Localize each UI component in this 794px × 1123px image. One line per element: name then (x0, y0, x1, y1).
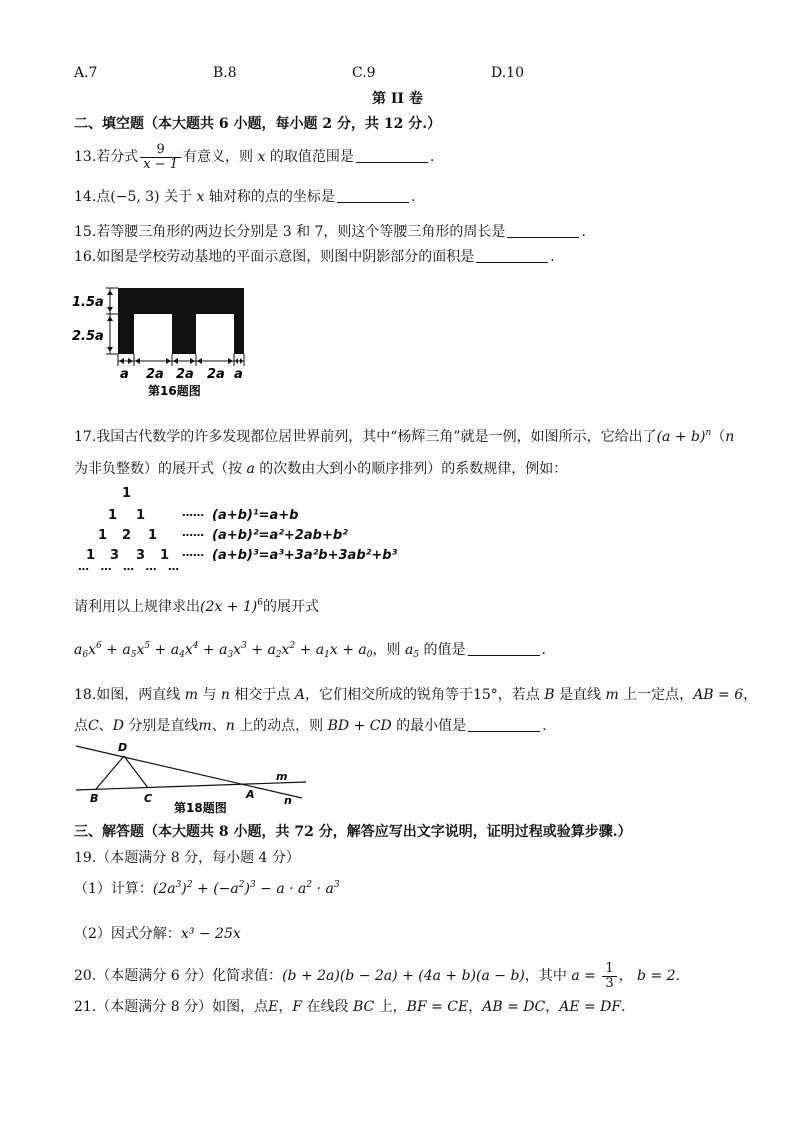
q17-a: a (246, 461, 255, 477)
q17b-exp: 6 (257, 598, 263, 608)
q17b-ask-var: a (404, 642, 414, 658)
fig18-line-m (76, 782, 306, 790)
question-13 (74, 139, 434, 175)
q20-head: 20.（本题满分 6 分）化简求值： (74, 968, 283, 984)
option-d: D.10 (491, 65, 524, 81)
option-c: C.9 (352, 65, 376, 81)
question-19-part2 (74, 925, 241, 943)
q17b-ask-sub: 5 (413, 650, 420, 660)
q16-text: 16.如图是学校劳动基地的平面示意图，则图中阴影部分的面积是 (74, 249, 475, 265)
q20-b-eq: ， b = 2 (618, 968, 676, 984)
q13-mid: 有意义，则 (183, 149, 258, 165)
q18-expr: BD + CD (327, 718, 392, 734)
q20-a-fraction (602, 962, 616, 991)
q13-numerator: 9 (156, 141, 165, 157)
question-18-line1 (74, 686, 757, 704)
fig18-segment-bd (96, 756, 124, 789)
q18-answer-blank[interactable] (468, 717, 540, 732)
q19-p1-label: （1）计算： (74, 881, 153, 897)
fig16-label-bottom: 2.5a (72, 329, 104, 344)
fig18-label-b: B (90, 792, 99, 805)
question-20 (74, 956, 680, 996)
q19-p2-label: （2）因式分解： (74, 926, 181, 942)
q17b-end: . (541, 642, 546, 658)
q21-comma-1: ， (468, 999, 483, 1015)
pascal-r3-c0: 1 (86, 548, 96, 563)
q21-c2: AB = DC (482, 999, 546, 1015)
q16-end: . (550, 249, 555, 265)
fig18-caption: 第18题图 (174, 801, 227, 815)
fig16-caption: 第16题图 (148, 384, 201, 398)
q18-t6: 是直线 (554, 687, 606, 703)
q17-paren: （ (711, 429, 726, 445)
q17b-base: (2x + 1) (200, 599, 258, 615)
q13-fraction (140, 143, 181, 172)
fig18-label-a: A (246, 788, 255, 801)
q13-denominator: x − 1 (140, 157, 181, 172)
q17b-polynomial: $a_6x^6 + a_5x^5 + a_4x^4 + a_3x^3 + a_2x^2 + a_1x + a_0$ (74, 641, 373, 660)
q21-mid: 在线段 (302, 999, 353, 1015)
q18-D: D (112, 718, 124, 734)
question-15 (74, 223, 586, 241)
question-18-line2 (74, 717, 547, 735)
pascal-leader-1: …… (182, 506, 204, 519)
question-17-line2 (74, 460, 567, 478)
q17-text-2: 为非负整数）的展开式（按 (74, 461, 247, 477)
q20-a-den: 3 (602, 976, 616, 991)
q16-answer-blank[interactable] (476, 248, 548, 263)
question-19-part1 (74, 880, 340, 898)
q18-t11: 分别是直线 (123, 718, 199, 734)
q13-prefix: 13.若分式 (74, 149, 139, 165)
q21-c3: AE = DF (559, 999, 622, 1015)
q21-F: F (292, 999, 303, 1015)
question-16 (74, 248, 555, 266)
q18-end: . (542, 718, 547, 734)
q18-t2: 与 (198, 687, 221, 703)
fig16-label-top: 1.5a (72, 295, 104, 310)
q18-C: C (88, 718, 99, 734)
figure-18 (70, 740, 315, 818)
q17b-answer-blank[interactable] (468, 641, 540, 656)
fig16-label-2a-2: 2a (176, 367, 194, 382)
pascal-r3-c1: 3 (110, 548, 120, 563)
q17b-text: 请利用以上规律求出 (74, 599, 200, 615)
q17-text-1: 17.我国古代数学的许多发现都位居世界前列，其中“杨辉三角”就是一例，如图所示，它给出了 (74, 429, 657, 445)
q18-ab: AB = 6 (693, 687, 744, 703)
pascal-r2-c2: 1 (148, 528, 158, 543)
fig16-label-2a-1: 2a (146, 367, 164, 382)
pascal-r2-c0: 1 (98, 528, 108, 543)
q17-power-expr: (a + b) (656, 429, 706, 445)
q18-n-2: n (225, 718, 235, 734)
question-17b-line1 (74, 598, 319, 616)
pascal-r3-c3: 1 (160, 548, 170, 563)
q20-mid: ，其中 (524, 968, 572, 984)
q13-var: x (257, 149, 266, 165)
pascal-r3-c2: 3 (136, 548, 146, 563)
q18-t3: 相交于点 (229, 687, 295, 703)
q17-power-exp: n (705, 428, 712, 438)
q14-end: . (410, 189, 416, 205)
question-21 (74, 998, 626, 1016)
q15-text: 15.若等腰三角形的两边长分别是 3 和 7，则这个等腰三角形的周长是 (74, 224, 506, 240)
q18-n: n (220, 687, 230, 703)
fig18-label-m: m (276, 770, 288, 783)
q19-p2-expr: x³ − 25x (180, 926, 241, 942)
q20-end: . (675, 968, 681, 984)
pascal-dots-row: … … … … … (78, 560, 179, 573)
fig18-label-c: C (144, 792, 153, 805)
pascal-formula-1: (a+b)¹=a+b (212, 508, 299, 523)
figure-16 (70, 282, 260, 400)
fig16-shaded-region (118, 288, 244, 354)
pascal-r2-c1: 2 (122, 528, 132, 543)
q18-t4: ，它们相交所成的锐角等于 (304, 687, 473, 703)
q18-m-3: m (198, 718, 212, 734)
q17b-tail: ，则 (372, 642, 405, 658)
q14-var: x (196, 189, 205, 205)
question-14 (74, 188, 415, 206)
q14-point: (−5, 3) (110, 189, 160, 205)
pascal-formula-3: (a+b)³=a³+3a²b+3ab²+b³ (212, 548, 398, 563)
part3-header: 三、解答题（本大题共 8 小题，共 72 分，解答应写出文字说明，证明过程或验算步骤.） (74, 824, 632, 840)
q15-answer-blank[interactable] (507, 223, 579, 238)
q20-a-eq: a = (571, 968, 601, 984)
fig18-segment-cd (124, 756, 148, 788)
option-b: B.8 (213, 65, 237, 81)
q18-t8: ， (743, 687, 758, 703)
fig18-label-d: D (118, 741, 128, 754)
q14-answer-blank[interactable] (337, 188, 409, 203)
q13-post: 的取值范围是 (265, 149, 354, 165)
q20-a-num: 1 (605, 960, 614, 976)
q17b-ask-end: 的值是 (419, 642, 466, 658)
pascal-triangle-figure (74, 484, 398, 576)
q18-t12: 、 (211, 718, 226, 734)
pascal-r1-c0: 1 (108, 508, 118, 523)
fig18-label-n: n (284, 794, 292, 807)
q13-end: . (429, 149, 435, 165)
fig16-label-a-left: a (120, 367, 129, 382)
question-19-head: 19.（本题满分 8 分，每小题 4 分） (74, 850, 300, 866)
q18-B: B (544, 687, 555, 703)
q21-BC: BC (352, 999, 375, 1015)
pascal-leader-2: …… (182, 526, 204, 539)
pascal-r1-c1: 1 (136, 508, 146, 523)
q18-m-2: m (605, 687, 619, 703)
q14-mid: 关于 (159, 189, 197, 205)
q14-post: 轴对称的点的坐标是 (204, 189, 335, 205)
q18-t14: 的最小值是 (391, 718, 467, 734)
q21-head: 21.（本题满分 8 分）如图，点 (74, 999, 269, 1015)
option-a: A.7 (74, 65, 98, 81)
q17b-text-end: 的展开式 (263, 599, 319, 615)
q18-t7: 上一定点， (618, 687, 694, 703)
q20-expr: (b + 2a)(b − 2a) + (4a + b)(a − b) (282, 968, 525, 984)
q19-p1-expr: $(2a^3)^2 + (-a^2)^3 - a \cdot a^2 \cdot a^3$ (152, 880, 340, 897)
q18-t10: 、 (98, 718, 113, 734)
q21-sep: ， (278, 999, 293, 1015)
section-title: 第 II 卷 (372, 91, 423, 107)
q18-t5: ，若点 (497, 687, 545, 703)
q18-t9: 点 (74, 718, 88, 734)
part2-header: 二、填空题（本大题共 6 小题，每小题 2 分，共 12 分.） (74, 116, 442, 132)
q18-A: A (294, 687, 305, 703)
question-17b-line2 (74, 641, 546, 659)
pascal-leader-3: …… (182, 546, 204, 559)
q21-end: . (621, 999, 626, 1015)
q15-end: . (581, 224, 586, 240)
pascal-r0-c0: 1 (122, 486, 132, 501)
q18-m: m (184, 687, 198, 703)
q21-c1: BF = CE (406, 999, 469, 1015)
q18-t1: 18.如图，两直线 (74, 687, 185, 703)
q13-answer-blank[interactable] (356, 148, 428, 163)
q21-comma-2: ， (545, 999, 560, 1015)
q18-angle: 15° (472, 687, 498, 703)
q17-text-3: 的次数由大到小的顺序排列）的系数规律，例如： (254, 461, 568, 477)
q18-t13: 上的动点，则 (234, 718, 328, 734)
fig16-label-a-right: a (234, 367, 243, 382)
question-17-line1 (74, 428, 734, 446)
q21-E: E (268, 999, 279, 1015)
q17-n: n (725, 429, 735, 445)
q21-on: 上， (374, 999, 407, 1015)
pascal-formula-2: (a+b)²=a²+2ab+b² (212, 528, 348, 543)
q14-prefix: 14.点 (74, 189, 111, 205)
fig16-label-2a-3: 2a (207, 367, 225, 382)
